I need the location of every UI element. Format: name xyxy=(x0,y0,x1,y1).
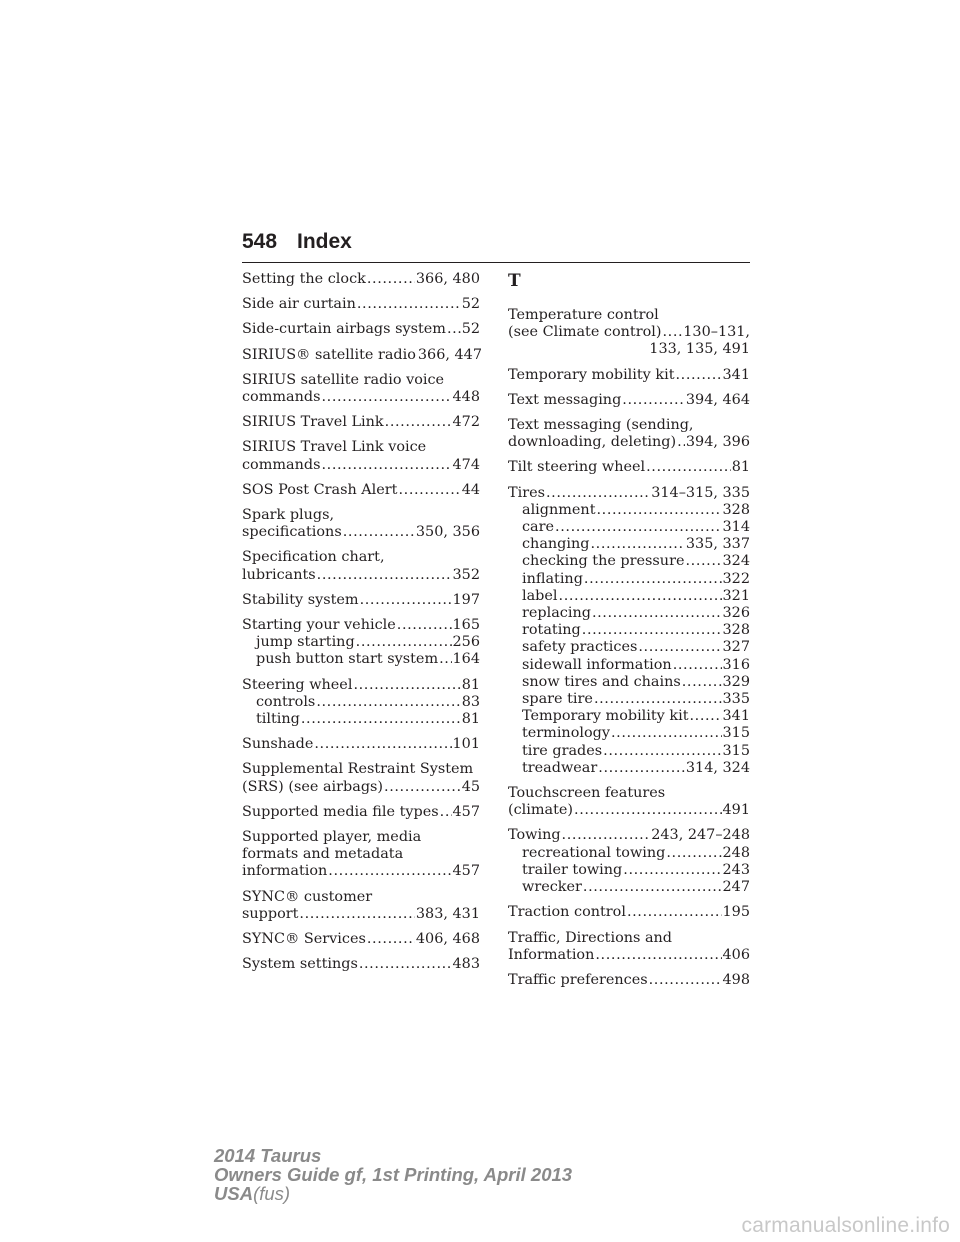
sub-entry-text: rotating xyxy=(522,622,581,639)
dot-leader xyxy=(317,567,452,584)
sub-entry-text: Temporary mobility kit xyxy=(522,708,689,725)
entry-text: Tires xyxy=(508,484,545,501)
entry-page: 165 xyxy=(452,617,480,634)
footer-region-suffix: (fus) xyxy=(253,1183,291,1204)
sub-entry-text: snow tires and chains xyxy=(522,673,681,690)
sub-entry-text: recreational towing xyxy=(522,844,666,861)
entry-text: Traction control xyxy=(508,904,626,921)
index-entry xyxy=(242,677,480,729)
dot-leader xyxy=(685,553,721,570)
sub-entry-page: 315 xyxy=(722,725,750,742)
entry-text: Spark plugs, xyxy=(242,507,335,524)
dot-leader xyxy=(682,674,722,691)
entry-text: Temporary mobility kit xyxy=(508,366,675,383)
dot-leader xyxy=(321,457,451,474)
entry-text: SOS Post Crash Alert xyxy=(242,481,398,498)
index-entry xyxy=(242,931,480,948)
entry-page: 52 xyxy=(461,296,480,313)
index-entry xyxy=(242,829,480,881)
entry-text: Stability system xyxy=(242,591,359,608)
sub-entry-page: 164 xyxy=(452,651,480,668)
dot-leader xyxy=(555,519,721,536)
footer-printing: Owners Guide gf, 1st Printing, April 2013 xyxy=(214,1164,573,1185)
sub-entry xyxy=(508,502,750,519)
sub-entry-page: 327 xyxy=(722,639,750,656)
dot-leader xyxy=(316,694,460,711)
index-entry xyxy=(242,889,480,923)
entry-page: 448 xyxy=(452,389,480,406)
sub-entry-text: push button start system xyxy=(256,651,439,668)
index-entry xyxy=(508,827,750,896)
sub-entry xyxy=(508,639,750,656)
entry-page: 243, 247–248 xyxy=(651,827,750,844)
entry-text: Tilt steering wheel xyxy=(508,459,646,476)
entry-page: 366, 447 xyxy=(417,346,482,363)
dot-leader xyxy=(646,459,731,476)
sub-entry xyxy=(508,588,750,605)
index-entry xyxy=(508,392,750,409)
dot-leader xyxy=(673,657,722,674)
entry-text: specifications xyxy=(242,524,342,541)
index-entry xyxy=(242,439,480,473)
index-entry xyxy=(242,549,480,583)
entry-page: 314–315, 335 xyxy=(651,484,750,501)
index-entry xyxy=(242,296,480,313)
index-entry xyxy=(508,307,750,359)
dot-leader xyxy=(447,321,461,338)
entry-text: support xyxy=(242,905,299,922)
sub-entry-text: spare tire xyxy=(522,691,593,708)
index-entry xyxy=(242,372,480,406)
dot-leader xyxy=(622,392,685,409)
sub-entry-page: 322 xyxy=(722,570,750,587)
dot-leader xyxy=(397,617,452,634)
entry-page: 366, 480 xyxy=(415,271,480,287)
entry-text: commands xyxy=(242,389,321,406)
dot-leader xyxy=(367,271,415,288)
entry-text: information xyxy=(242,863,328,880)
dot-leader xyxy=(357,296,461,313)
dot-leader xyxy=(662,324,682,341)
entry-text: Traffic, Directions and xyxy=(508,929,673,946)
watermark: carmanualsonline.info xyxy=(741,1214,950,1237)
sub-entry xyxy=(508,553,750,570)
sub-entry xyxy=(242,651,480,668)
entry-text: SIRIUS® satellite radio xyxy=(242,346,416,363)
entry-text: SYNC® customer xyxy=(242,888,373,905)
footer xyxy=(214,1146,572,1203)
dot-leader xyxy=(384,779,461,796)
entry-page: 81 xyxy=(731,459,750,476)
dot-leader xyxy=(359,956,452,973)
dot-leader xyxy=(356,634,452,651)
sub-entry-text: checking the pressure xyxy=(522,553,685,570)
sub-entry xyxy=(508,862,750,879)
entry-page: 195 xyxy=(722,904,750,921)
entry-text: Starting your vehicle xyxy=(242,617,396,634)
dot-leader xyxy=(321,389,451,406)
index-entry xyxy=(508,972,750,989)
sub-entry xyxy=(242,711,480,728)
dot-leader xyxy=(623,862,721,879)
sub-entry-page: 316 xyxy=(722,656,750,673)
entry-text: Side-curtain airbags system xyxy=(242,321,446,338)
dot-leader xyxy=(595,947,721,964)
dot-leader xyxy=(301,711,461,728)
dot-leader xyxy=(439,651,451,668)
sub-entry-text: jump starting xyxy=(256,634,355,651)
index-entry xyxy=(242,271,480,288)
sub-entry xyxy=(508,519,750,536)
index-column-right xyxy=(508,271,750,997)
entry-page: 498 xyxy=(722,971,750,988)
entry-text: Traffic preferences xyxy=(508,971,648,988)
dot-leader xyxy=(353,677,460,694)
entry-page: 483 xyxy=(452,956,480,973)
dot-leader xyxy=(440,804,452,821)
index-entry xyxy=(242,761,480,795)
sub-entry-text: care xyxy=(522,519,555,536)
index-entry xyxy=(242,321,480,338)
entry-text: downloading, deleting) xyxy=(508,434,677,451)
sub-entry-page: 335, 337 xyxy=(685,536,750,553)
index-column-left xyxy=(242,271,480,982)
entry-text: Side air curtain xyxy=(242,296,356,313)
dot-leader xyxy=(675,367,721,384)
dot-leader xyxy=(592,605,722,622)
sub-entry xyxy=(508,691,750,708)
dot-leader xyxy=(562,827,651,844)
entry-page: 474 xyxy=(452,456,480,473)
entry-text: System settings xyxy=(242,956,358,973)
page-title: Index xyxy=(297,230,352,253)
dot-leader xyxy=(385,414,452,431)
entry-text: (climate) xyxy=(508,802,574,819)
sub-entry xyxy=(508,657,750,674)
sub-entry-page: 314, 324 xyxy=(685,759,750,776)
dot-leader xyxy=(328,863,451,880)
dot-leader xyxy=(627,904,722,921)
entry-page: 81 xyxy=(461,676,480,693)
entry-page: 352 xyxy=(452,566,480,583)
sub-entry-page: 324 xyxy=(722,553,750,570)
dot-leader xyxy=(574,802,722,819)
dot-leader xyxy=(360,592,452,609)
index-entry xyxy=(508,930,750,964)
sub-entry xyxy=(508,536,750,553)
dot-leader xyxy=(546,485,650,502)
index-entry xyxy=(508,367,750,384)
dot-leader xyxy=(666,845,721,862)
sub-entry-page: 81 xyxy=(461,711,480,728)
sub-entry-text: replacing xyxy=(522,605,591,622)
footer-model: 2014 Taurus xyxy=(214,1145,322,1166)
sub-entry-page: 243 xyxy=(722,861,750,878)
entry-text: lubricants xyxy=(242,566,316,583)
index-entry xyxy=(242,592,480,609)
sub-entry-text: tilting xyxy=(256,711,300,728)
sub-entry xyxy=(508,879,750,896)
sub-entry-page: 83 xyxy=(461,693,480,710)
sub-entry-text: changing xyxy=(522,536,590,553)
index-entry xyxy=(242,414,480,431)
sub-entry xyxy=(508,674,750,691)
entry-text: Text messaging (sending, xyxy=(508,417,694,434)
index-entry xyxy=(242,507,480,541)
entry-page: 52 xyxy=(461,321,480,338)
footer-region-main: USA xyxy=(214,1183,254,1204)
dot-leader xyxy=(677,434,685,451)
sub-entry-text: wrecker xyxy=(522,879,582,896)
sub-entry-page: 321 xyxy=(722,587,750,604)
entry-text: SYNC® Services xyxy=(242,931,366,948)
sub-entry-page: 341 xyxy=(722,708,750,725)
dot-leader xyxy=(582,622,722,639)
index-entry xyxy=(508,459,750,476)
sub-entry xyxy=(508,845,750,862)
footer-region xyxy=(214,1184,572,1203)
entry-text: SIRIUS Travel Link xyxy=(242,414,384,431)
sub-entry-page: 315 xyxy=(722,742,750,759)
sub-entry xyxy=(508,622,750,639)
dot-leader xyxy=(299,906,415,923)
entry-page: 406 xyxy=(722,946,750,963)
entry-page: 44 xyxy=(461,481,480,498)
entry-page: 101 xyxy=(452,736,480,753)
sub-entry-text: terminology xyxy=(522,725,610,742)
sub-entry-page: 335 xyxy=(722,691,750,708)
page-number: 548 xyxy=(242,230,278,253)
index-entries-t xyxy=(508,307,750,989)
entry-page: 457 xyxy=(452,863,480,880)
sub-entry xyxy=(242,694,480,711)
index-entry xyxy=(508,785,750,819)
dot-leader xyxy=(598,760,685,777)
entry-page: 406, 468 xyxy=(415,931,480,948)
sub-entry xyxy=(508,571,750,588)
sub-entry xyxy=(508,760,750,777)
dot-leader xyxy=(603,743,721,760)
entry-text: Supported player, media xyxy=(242,829,422,846)
entry-text: Text messaging xyxy=(508,391,622,408)
sub-entry-page: 329 xyxy=(722,673,750,690)
entry-text: commands xyxy=(242,456,321,473)
entry-text: SIRIUS Travel Link voice xyxy=(242,439,427,456)
dot-leader xyxy=(649,972,722,989)
index-entry xyxy=(242,804,480,821)
entry-page: 457 xyxy=(452,803,480,820)
dot-leader xyxy=(584,571,722,588)
entry-page: 130–131, xyxy=(683,324,750,341)
section-letter: T xyxy=(508,271,521,291)
sub-entry-page: 256 xyxy=(452,634,480,651)
entry-page: 45 xyxy=(461,778,480,795)
dot-leader xyxy=(367,931,415,948)
index-entry xyxy=(242,347,480,364)
index-entry xyxy=(242,482,480,499)
index-entry xyxy=(508,904,750,921)
entry-text: Sunshade xyxy=(242,736,314,753)
sub-entry-page: 328 xyxy=(722,501,750,518)
sub-entry xyxy=(508,605,750,622)
entry-page-continued: 133, 135, 491 xyxy=(649,341,750,358)
entry-page: 197 xyxy=(452,591,480,608)
sub-entry xyxy=(242,634,480,651)
entry-text: Setting the clock xyxy=(242,271,366,287)
sub-entry-text: trailer towing xyxy=(522,861,623,878)
sub-entry-text: inflating xyxy=(522,570,583,587)
entry-text: Towing xyxy=(508,827,561,844)
entry-page: 472 xyxy=(452,414,480,431)
dot-leader xyxy=(611,725,722,742)
dot-leader xyxy=(343,524,415,541)
index-entry xyxy=(242,956,480,973)
dot-leader xyxy=(559,588,722,605)
index-entry xyxy=(508,417,750,451)
entry-text: Temperature control xyxy=(508,307,659,323)
entry-text: Information xyxy=(508,946,595,963)
sub-entry-text: alignment xyxy=(522,501,596,518)
entry-page: 394, 396 xyxy=(685,434,750,451)
dot-leader xyxy=(594,691,722,708)
sub-entry-page: 248 xyxy=(722,844,750,861)
dot-leader xyxy=(596,502,721,519)
sub-entry-text: label xyxy=(522,587,558,604)
entry-page: 491 xyxy=(722,802,750,819)
entry-text: Supplemental Restraint System xyxy=(242,761,474,778)
sub-entry-page: 314 xyxy=(722,519,750,536)
sub-entry xyxy=(508,708,750,725)
dot-leader xyxy=(583,879,722,896)
sub-entry-page: 328 xyxy=(722,622,750,639)
entry-text: SIRIUS satellite radio voice xyxy=(242,371,445,388)
entry-text: (SRS) (see airbags) xyxy=(242,778,384,795)
entry-page: 394, 464 xyxy=(685,391,750,408)
entry-text: Touchscreen features xyxy=(508,785,666,802)
index-entry xyxy=(242,617,480,669)
dot-leader xyxy=(689,708,721,725)
dot-leader xyxy=(314,736,451,753)
index-entry xyxy=(242,736,480,753)
dot-leader xyxy=(398,482,460,499)
sub-entry-text: safety practices xyxy=(522,639,638,656)
sub-entry xyxy=(508,743,750,760)
sub-entry-text: controls xyxy=(256,693,316,710)
sub-entry-page: 247 xyxy=(722,879,750,896)
sub-entry xyxy=(508,725,750,742)
page-header xyxy=(242,228,750,263)
entry-text: Supported media file types xyxy=(242,803,439,820)
sub-entry-page: 326 xyxy=(722,605,750,622)
entry-page: 383, 431 xyxy=(415,905,480,922)
sub-entry-text: sidewall information xyxy=(522,656,672,673)
entry-page: 350, 356 xyxy=(415,524,480,541)
dot-leader xyxy=(638,639,721,656)
entry-text: (see Climate control) xyxy=(508,324,662,341)
index-entry xyxy=(508,485,750,777)
entry-page: 341 xyxy=(722,366,750,383)
sub-entry-text: tire grades xyxy=(522,742,603,759)
dot-leader xyxy=(590,536,684,553)
sub-entry-text: treadwear xyxy=(522,759,598,776)
entry-text: formats and metadata xyxy=(242,846,404,863)
entry-text: Specification chart, xyxy=(242,549,385,566)
entry-text: Steering wheel xyxy=(242,676,353,693)
